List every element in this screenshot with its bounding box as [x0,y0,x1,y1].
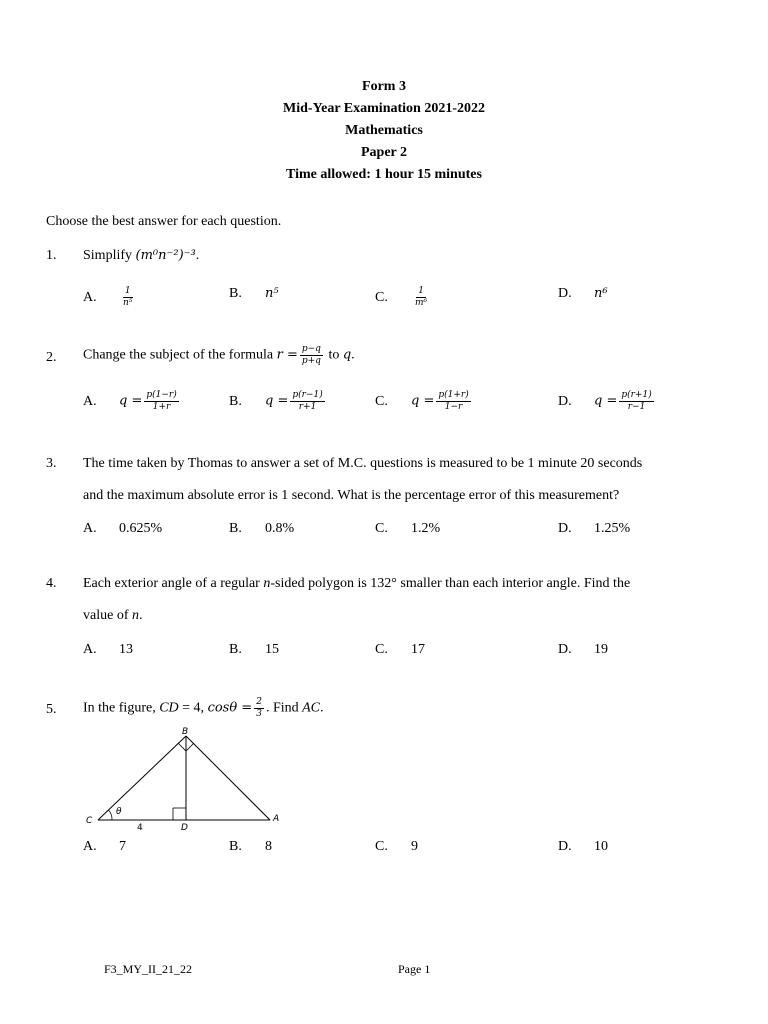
time-allowed: Time allowed: 1 hour 15 minutes [286,167,482,182]
option-d: D. 1.25% [558,521,631,536]
option-math: q = [265,393,289,409]
option-b [229,390,327,413]
label-c: C [86,816,93,826]
question-number: 3. [46,456,57,471]
question-stem [83,248,199,264]
option-fraction: $\frac{1}{\text{m⁶}}$ [415,286,428,308]
stem-text: to [324,347,343,363]
subject-title: Mathematics [345,123,423,138]
stem-math: (m⁰n⁻²)⁻³ [135,248,196,263]
question-number: 4. [46,576,57,591]
stem-text: . [195,248,200,263]
question-number: 5. [46,702,57,717]
option-letter: A. [83,289,97,305]
label-a: A [273,814,280,824]
option-a [83,390,181,413]
option-fraction: $\frac{p(r-1)}{r+1}$ [292,390,323,412]
question-stem-line-1: Each exterior angle of a regular n-sided polygon is 132° smaller than each interior angle. Find the [83,576,631,591]
option-math: q = [119,393,143,409]
option-fraction: $\frac{1}{\text{n⁵}}$ [123,286,133,308]
option-letter: A. [83,393,97,409]
option-b [229,286,279,302]
option-letter: B. [229,393,242,409]
label-d: D [181,823,188,833]
stem-text: Change the subject of the formula [83,347,277,363]
stem-fraction: $\frac{2}{3}$ [256,697,262,719]
triangle-figure [80,722,290,834]
option-c [375,286,431,309]
question-number: 1. [46,248,57,263]
label-b: B [182,727,189,737]
label-length-cd: 4 [137,823,143,833]
angle-arc-theta [109,810,113,820]
option-fraction: $\frac{p(1-r)}{1+r}$ [146,390,177,412]
stem-text: . [351,347,355,363]
option-c: C. 1.2% [375,521,441,536]
question-number: 2. [46,350,57,365]
option-d [558,390,656,413]
option-d: D. 10 [558,839,608,854]
option-c: C. 17 [375,642,425,657]
footer-code: F3_MY_II_21_22 [104,962,193,976]
option-fraction: $\frac{p(r+1)}{r-1}$ [621,390,652,412]
option-math: q = [594,393,618,409]
instruction: Choose the best answer for each question. [46,214,282,229]
stem-math: q [342,347,352,363]
footer-page-number: Page 1 [398,962,431,976]
form-title: Form 3 [362,79,406,94]
option-c: C. 9 [375,839,418,854]
side-ba [186,736,270,820]
option-letter: D. [558,286,572,301]
option-letter: C. [375,289,388,305]
stem-math: r = [276,347,298,363]
question-stem [83,344,355,367]
option-a: A. 13 [83,642,133,657]
option-letter: B. [229,286,242,301]
option-d: D. 19 [558,642,608,657]
option-b: B. 8 [229,839,272,854]
exam-header [0,76,768,186]
exam-title: Mid-Year Examination 2021-2022 [283,101,485,116]
paper-title: Paper 2 [360,145,407,160]
option-c [375,390,473,413]
option-fraction: $\frac{p(1+r)}{1-r}$ [438,390,469,412]
option-a: A. 0.625% [83,521,163,536]
option-math: n⁵ [265,286,279,301]
option-math: q = [411,393,435,409]
question-stem-line-2: value of n. [83,608,143,623]
option-a [83,286,136,309]
question-stem-line-2: and the maximum absolute error is 1 second. What is the percentage error of this measurement? [83,488,620,503]
side-cb [98,736,186,820]
option-b: B. 15 [229,642,279,657]
stem-text: Simplify [83,248,136,263]
option-b: B. 0.8% [229,521,295,536]
label-theta: θ [116,807,122,817]
option-letter: C. [375,393,388,409]
question-stem: In the figure, CD = 4, cosθ = $\frac{2}{3}$ . Find AC. [83,697,324,719]
option-a: A. 7 [83,839,126,854]
question-stem-line-1: The time taken by Thomas to answer a set of M.C. questions is measured to be 1 minute 20 seconds [83,456,643,471]
option-letter: D. [558,393,572,409]
option-d [558,286,608,302]
stem-fraction: $\frac{p-q}{p+q}$ [301,344,321,366]
option-math: n⁶ [594,286,608,301]
